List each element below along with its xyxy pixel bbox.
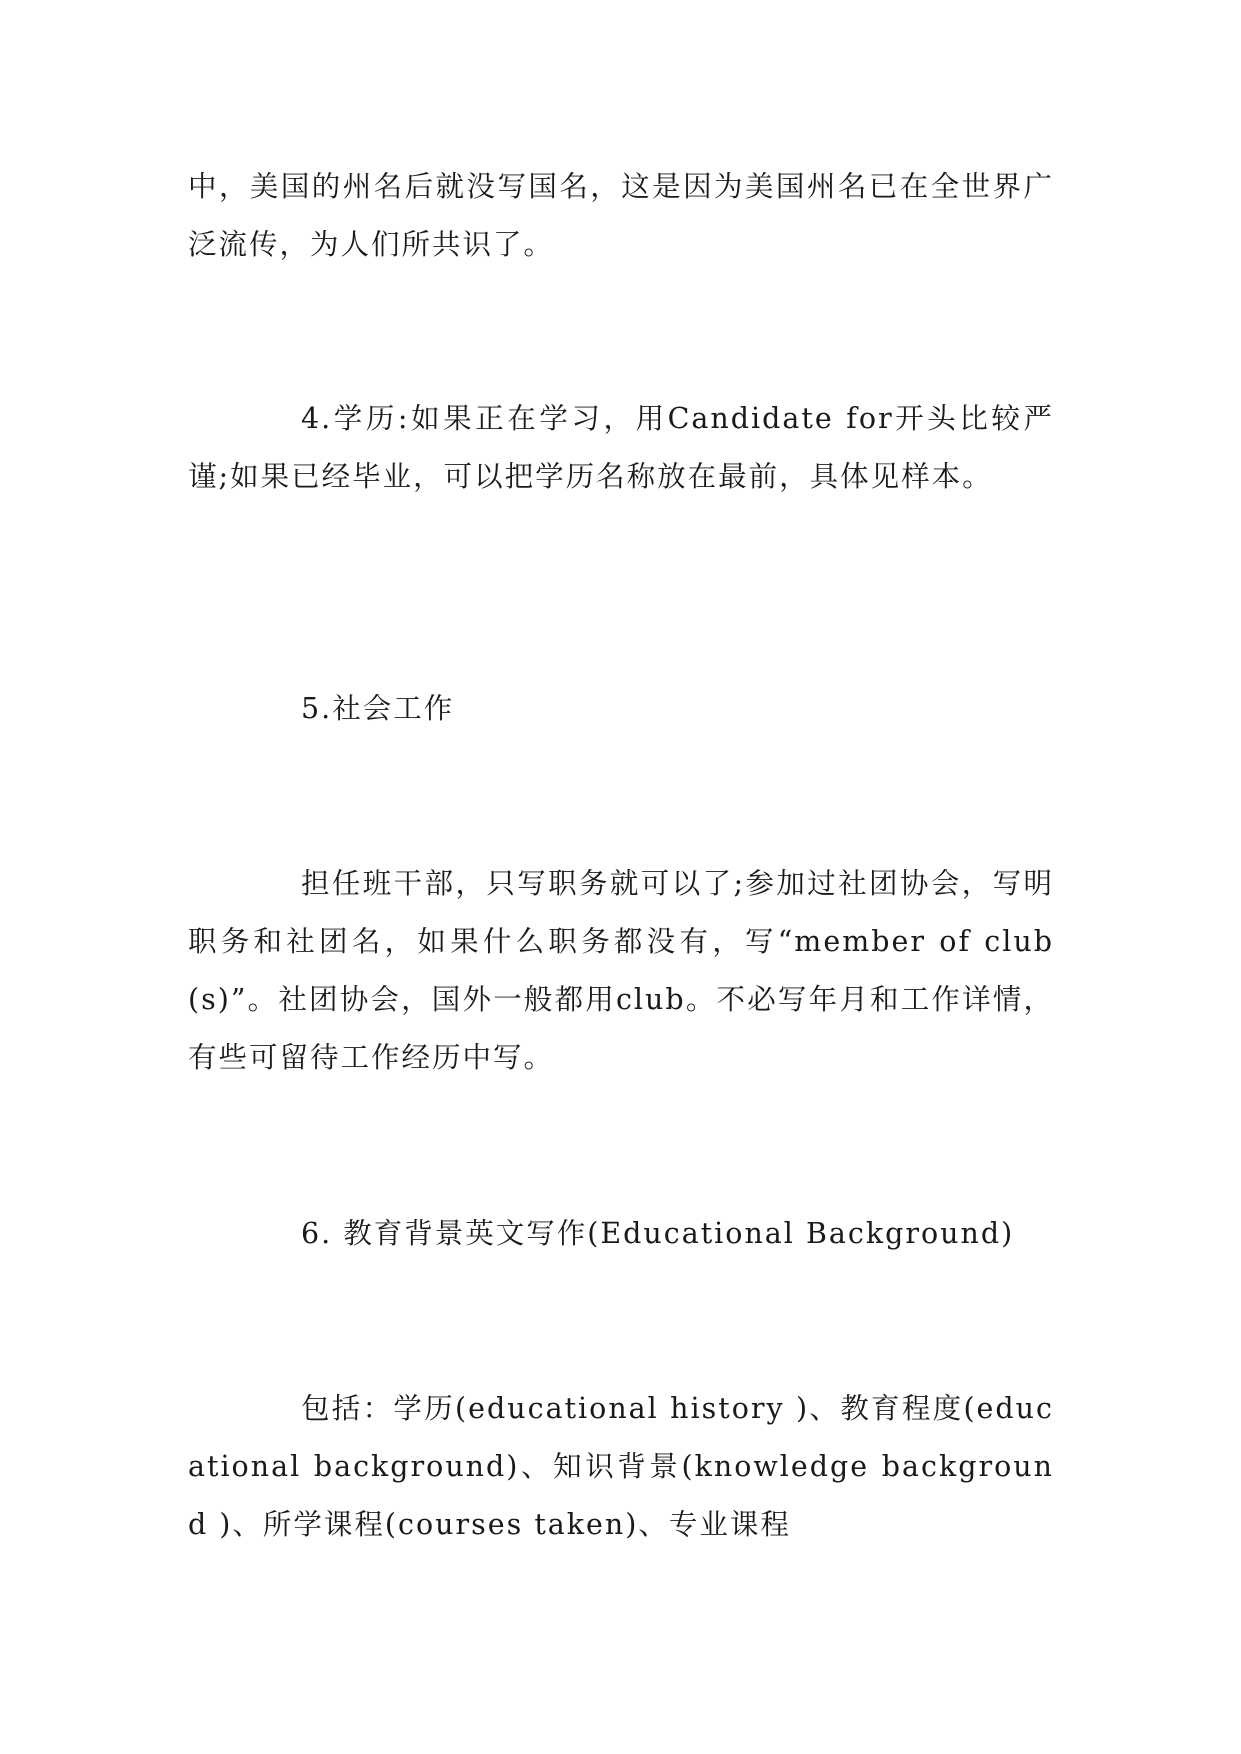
paragraph-address-note: 中，美国的州名后就没写国名，这是因为美国州名已在全世界广泛流传，为人们所共识了。 [188,170,1054,261]
paragraph-social-work: 担任班干部，只写职务就可以了;参加过社团协会，写明职务和社团名，如果什么职务都没有，写“member of club(s)”。社团协会，国外一般都用club。不必写年月和工作详情，有些可留待工作经历中写。 [188,867,1054,1074]
section-heading-social-work: 5.社会工作 [301,692,455,725]
section-heading-educational-background: 6. 教育背景英文写作(Educational Background) [301,1217,1015,1250]
paragraph-educational-background: 包括：学历(educational history )、教育程度(educational background)、知识背景(knowledge background )、所学课程(courses taken)、专业课程 [188,1392,1054,1541]
paragraph-education-degree: 4.学历:如果正在学习，用Candidate for开头比较严谨;如果已经毕业，可以把学历名称放在最前，具体见样本。 [188,402,1054,493]
